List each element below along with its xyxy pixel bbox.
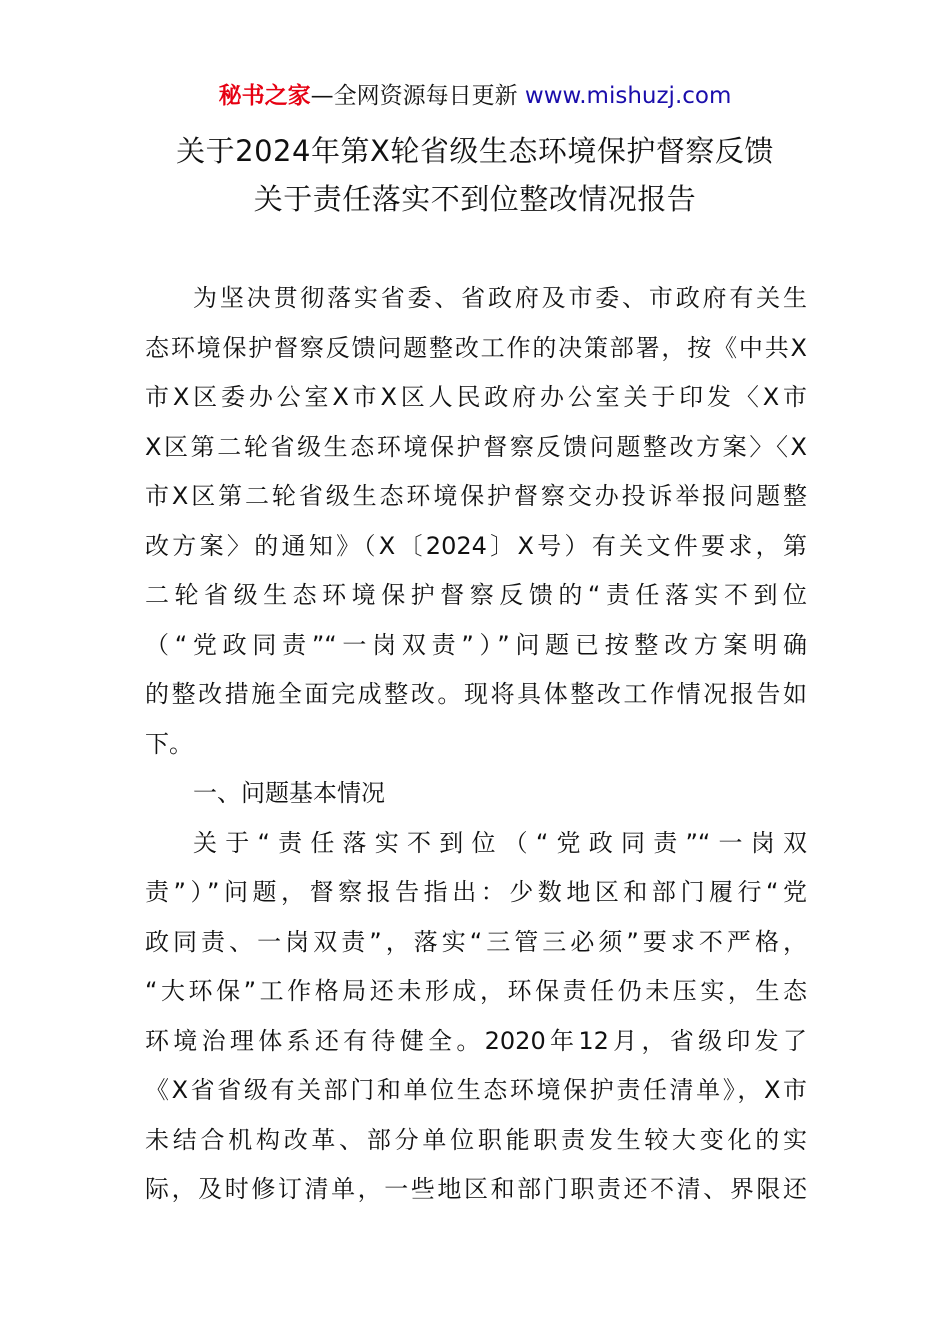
brand-name: 秘书之家 [218, 83, 311, 109]
document-body [145, 274, 807, 1215]
body-line: 市X区第二轮省级生态环境保护督察交办投诉举报问题整 [145, 482, 807, 510]
body-line: 政同责、一岗双责”，落实“三管三必须”要求不严格， [145, 927, 807, 956]
section-heading: 一、问题基本情况 [193, 779, 385, 807]
site-url-link[interactable]: www.mishuzj.com [524, 83, 732, 109]
body-line: 未结合机构改革、部分单位职能职责发生较大变化的实 [145, 1125, 807, 1154]
title-line-1: 关于2024年第X轮省级生态环境保护督察反馈 [176, 134, 774, 168]
body-line: （“党政同责”“一岗双责”）”问题已按整改方案明确 [145, 630, 807, 659]
body-line: 改方案〉的通知》（X〔2024〕X号）有关文件要求，第 [145, 531, 807, 560]
body-line: 市X区委办公室X市X区人民政府办公室关于印发〈X市 [145, 383, 807, 411]
header-slogan: —全网资源每日更新 [310, 83, 518, 109]
body-line: 责”）”问题，督察报告指出：少数地区和部门履行“党 [145, 878, 807, 906]
body-line: 关于“责任落实不到位（“党政同责”“一岗双 [193, 828, 807, 857]
document-title [0, 127, 950, 223]
body-line: 《X省省级有关部门和单位生态环境保护责任清单》，X市 [145, 1076, 807, 1104]
body-line: 的整改措施全面完成整改。现将具体整改工作情况报告如 [145, 680, 807, 708]
body-line: 二轮省级生态环境保护督察反馈的“责任落实不到位 [145, 581, 807, 609]
title-line-2: 关于责任落实不到位整改情况报告 [253, 182, 697, 216]
body-line: 下。 [145, 729, 193, 758]
body-line: 为坚决贯彻落实省委、省政府及市委、市政府有关生 [193, 284, 807, 312]
body-line: 际，及时修订清单，一些地区和部门职责还不清、界限还 [145, 1175, 807, 1203]
body-line: 态环境保护督察反馈问题整改工作的决策部署，按《中共X [145, 333, 807, 362]
body-line: 环境治理体系还有待健全。2020年12月，省级印发了 [145, 1026, 807, 1055]
body-line: X区第二轮省级生态环境保护督察反馈问题整改方案〉〈X [145, 432, 807, 461]
site-header [0, 80, 950, 112]
body-line: “大环保”工作格局还未形成，环保责任仍未压实，生态 [145, 977, 807, 1005]
